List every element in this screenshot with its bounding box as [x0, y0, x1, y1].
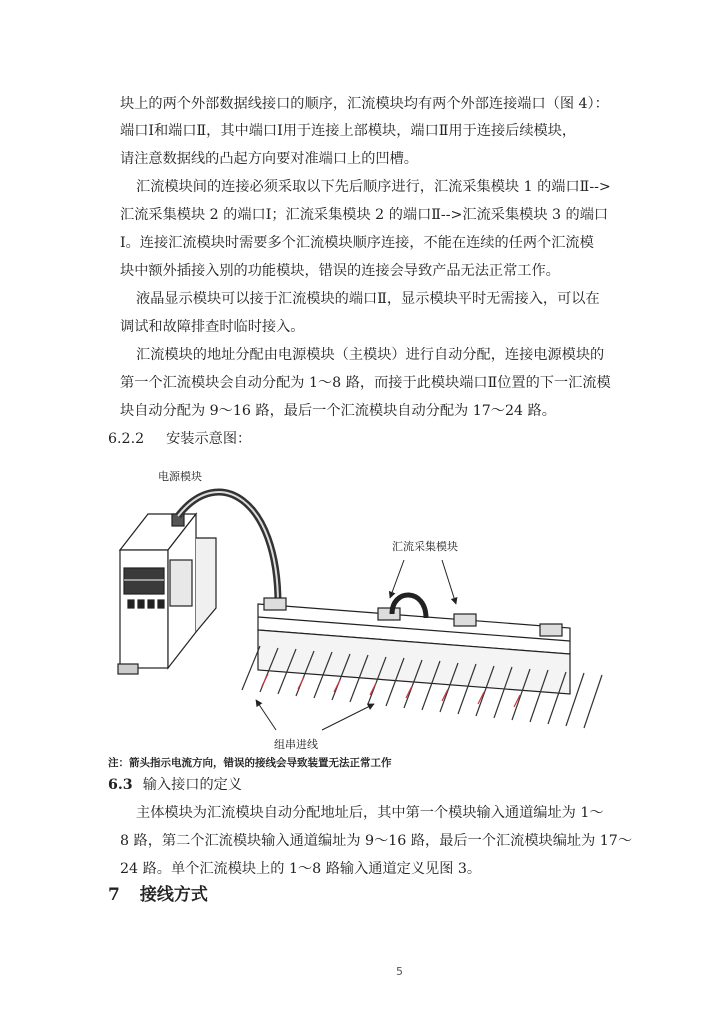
- figure-note: 注：箭头指示电流方向，错误的接线会导致装置无法正常工作: [108, 757, 392, 769]
- body-text-line: 块中额外插接入别的功能模块，错误的连接会导致产品无法正常工作。: [120, 263, 560, 279]
- body-text-line: 调试和故障排查时临时接入。: [120, 319, 305, 335]
- section-title: 输入接口的定义: [142, 777, 243, 793]
- page-number: 5: [396, 965, 403, 978]
- body-text-line: 端口Ⅰ和端口Ⅱ，其中端口Ⅰ用于连接上部模块，端口Ⅱ用于连接后续模块，: [120, 123, 577, 139]
- body-text-line: 24 路。单个汇流模块上的 1～8 路输入通道定义见图 3。: [120, 861, 482, 877]
- label-string-input: 组串进线: [274, 738, 318, 751]
- body-text-line: Ⅰ。连接汇流模块时需要多个汇流模块顺序连接，不能在连续的任两个汇流模: [120, 235, 594, 251]
- body-text-line: 汇流模块间的连接必须采取以下先后顺序进行，汇流采集模块 1 的端口Ⅱ-->: [136, 179, 611, 195]
- body-text-line: 请注意数据线的凸起方向要对准端口上的凹槽。: [120, 151, 418, 167]
- body-text-line: 主体模块为汇流模块自动分配地址后，其中第一个模块输入通道编址为 1～: [136, 805, 604, 821]
- label-power-module: 电源模块: [158, 470, 202, 483]
- string-callout-arrow: [322, 704, 374, 730]
- installation-diagram: [108, 468, 616, 754]
- section-number: 6.2.2: [108, 431, 145, 447]
- body-text-line: 8 路，第二个汇流模块输入通道编址为 9～16 路，最后一个汇流模块编址为 17～: [120, 833, 633, 849]
- body-text-line: 汇流采集模块 2 的端口Ⅰ；汇流采集模块 2 的端口Ⅱ-->汇流采集模块 3 的端口: [120, 207, 609, 223]
- section-heading-6-2-2: [108, 430, 251, 448]
- section-title: 接线方式: [139, 885, 208, 905]
- body-text-line: 第一个汇流模块会自动分配为 1～8 路，而接于此模块端口Ⅱ位置的下一汇流模: [120, 375, 611, 391]
- collector-module: [258, 595, 570, 694]
- section-number: 6.3: [108, 777, 133, 793]
- collector-callout-arrow: [390, 560, 404, 598]
- power-module: [118, 514, 216, 674]
- body-text-line: 液晶显示模块可以接于汇流模块的端口Ⅱ，显示模块平时无需接入，可以在: [136, 291, 600, 307]
- string-callout-arrow: [256, 700, 276, 730]
- label-collector-module: 汇流采集模块: [392, 540, 458, 553]
- section-number: 7: [108, 885, 120, 905]
- section-heading-6-3: [108, 776, 242, 794]
- collector-callout-arrow: [442, 560, 456, 604]
- section-title: 安装示意图：: [166, 431, 252, 447]
- body-text-line: 块上的两个外部数据线接口的顺序，汇流模块均有两个外部连接端口（图 4）：: [120, 96, 609, 112]
- body-text-line: 块自动分配为 9～16 路，最后一个汇流模块自动分配为 17～24 路。: [120, 403, 556, 419]
- section-heading-7: [108, 884, 208, 906]
- body-text-line: 汇流模块的地址分配由电源模块（主模块）进行自动分配，连接电源模块的: [136, 347, 605, 363]
